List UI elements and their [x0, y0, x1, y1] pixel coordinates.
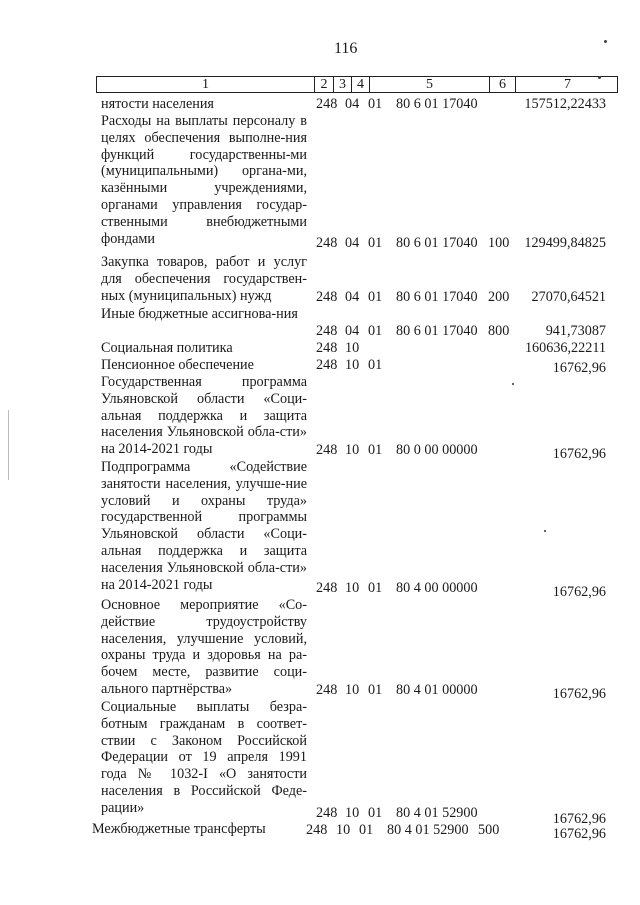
row-admin-code: 248: [316, 289, 338, 305]
row-name: Межбюджетные трансферты: [92, 821, 266, 837]
row-sum: 129499,84825: [524, 235, 606, 251]
row-section-code: 04: [345, 289, 360, 305]
row-section-code: 10: [345, 442, 360, 458]
row-expense-type: 200: [488, 289, 510, 305]
row-subsection-code: 01: [368, 235, 383, 251]
row-expense-type: 800: [488, 323, 510, 339]
header-col-2: 2: [314, 77, 333, 92]
row-article-code: 80 6 01 17040: [396, 289, 478, 305]
header-col-3: 3: [333, 77, 351, 92]
row-expense-type: 500: [478, 822, 500, 838]
row-admin-code: 248: [316, 682, 338, 698]
row-name: Подпрограмма «Содействие занятости населения, улучше-ние условий и охраны труда» государственной программы Ульяновской области «Соци-альная поддержка и защита населения Ульяновской обла-сти» на 2014-2021 годы: [101, 459, 307, 593]
row-subsection-code: 01: [368, 442, 383, 458]
row-name: Расходы на выплаты персоналу в целях обеспечения выполне-ния функций государственны-ми (муниципальными) органа-ми, казёнными учреждениями, органами управления государ-ственными внебюджетными фондами: [101, 113, 307, 247]
row-sum: 16762,96: [552, 584, 606, 600]
row-name: Социальные выплаты безра-ботным гражданам в соответ-ствии с Законом Российской Федерации от 19 апреля 1991 года № 1032-I «О занятости населения в Российской Феде-рации»: [101, 699, 307, 816]
row-section-code: 10: [345, 682, 360, 698]
row-admin-code: 248: [316, 235, 338, 251]
row-name: Иные бюджетные ассигнова-ния: [101, 306, 298, 322]
scan-speck: [544, 530, 546, 532]
table-header: [96, 76, 618, 93]
row-subsection-code: 01: [359, 822, 374, 838]
scan-speck: [598, 76, 601, 79]
row-admin-code: 248: [316, 340, 338, 356]
row-name: Государственная программа Ульяновской области «Соци-альная поддержка и защита населения Ульяновской обла-сти» на 2014-2021 годы: [101, 374, 307, 458]
row-subsection-code: 01: [368, 580, 383, 596]
scan-edge-mark: [8, 410, 9, 480]
row-admin-code: 248: [316, 96, 338, 112]
row-admin-code: 248: [316, 442, 338, 458]
row-section-code: 04: [345, 323, 360, 339]
header-col-5: 5: [369, 77, 489, 92]
row-sum: 16762,96: [552, 686, 606, 702]
scan-speck: [604, 40, 607, 43]
row-subsection-code: 01: [368, 289, 383, 305]
row-article-code: 80 4 01 00000: [396, 682, 478, 698]
row-admin-code: 248: [316, 805, 338, 821]
row-name: Закупка товаров, работ и услуг для обеспечения государствен-ных (муниципальных) нужд: [101, 254, 307, 304]
row-section-code: 04: [345, 235, 360, 251]
row-admin-code: 248: [306, 822, 328, 838]
row-article-code: 80 6 01 17040: [396, 96, 478, 112]
row-admin-code: 248: [316, 323, 338, 339]
header-col-7: 7: [515, 77, 619, 92]
row-sum: 16762,96: [552, 826, 606, 842]
page-number: 116: [334, 40, 358, 57]
row-subsection-code: 01: [368, 96, 383, 112]
row-sum: 16762,96: [552, 811, 606, 827]
row-sum: 16762,96: [552, 446, 606, 462]
row-name: нятости населения: [101, 96, 214, 112]
row-subsection-code: 01: [368, 357, 383, 373]
row-section-code: 10: [345, 357, 360, 373]
row-article-code: 80 6 01 17040: [396, 323, 478, 339]
row-article-code: 80 6 01 17040: [396, 235, 478, 251]
row-sum: 16762,96: [552, 360, 606, 376]
row-article-code: 80 4 01 52900: [387, 822, 469, 838]
row-subsection-code: 01: [368, 682, 383, 698]
row-sum: 160636,22211: [524, 340, 606, 356]
scan-speck: [512, 383, 514, 385]
row-expense-type: 100: [488, 235, 510, 251]
row-subsection-code: 01: [368, 805, 383, 821]
row-admin-code: 248: [316, 580, 338, 596]
row-sum: 941,73087: [545, 323, 606, 339]
row-section-code: 10: [345, 340, 360, 356]
row-name: Социальная политика: [101, 340, 233, 356]
row-name: Пенсионное обеспечение: [101, 357, 254, 373]
row-subsection-code: 01: [368, 323, 383, 339]
row-article-code: 80 4 00 00000: [396, 580, 478, 596]
row-sum: 27070,64521: [531, 289, 606, 305]
header-col-1: 1: [202, 77, 209, 92]
row-article-code: 80 4 01 52900: [396, 805, 478, 821]
row-name: Основное мероприятие «Со-действие трудоустройству населения, улучшение условий, охраны труда и здоровья на ра-бочем месте, развитие соци-ального партнёрства»: [101, 597, 307, 697]
row-section-code: 10: [345, 805, 360, 821]
row-section-code: 10: [336, 822, 351, 838]
row-admin-code: 248: [316, 357, 338, 373]
header-col-6: 6: [489, 77, 515, 92]
row-sum: 157512,22433: [524, 96, 606, 112]
row-article-code: 80 0 00 00000: [396, 442, 478, 458]
header-col-4: 4: [351, 77, 369, 92]
row-section-code: 10: [345, 580, 360, 596]
row-section-code: 04: [345, 96, 360, 112]
